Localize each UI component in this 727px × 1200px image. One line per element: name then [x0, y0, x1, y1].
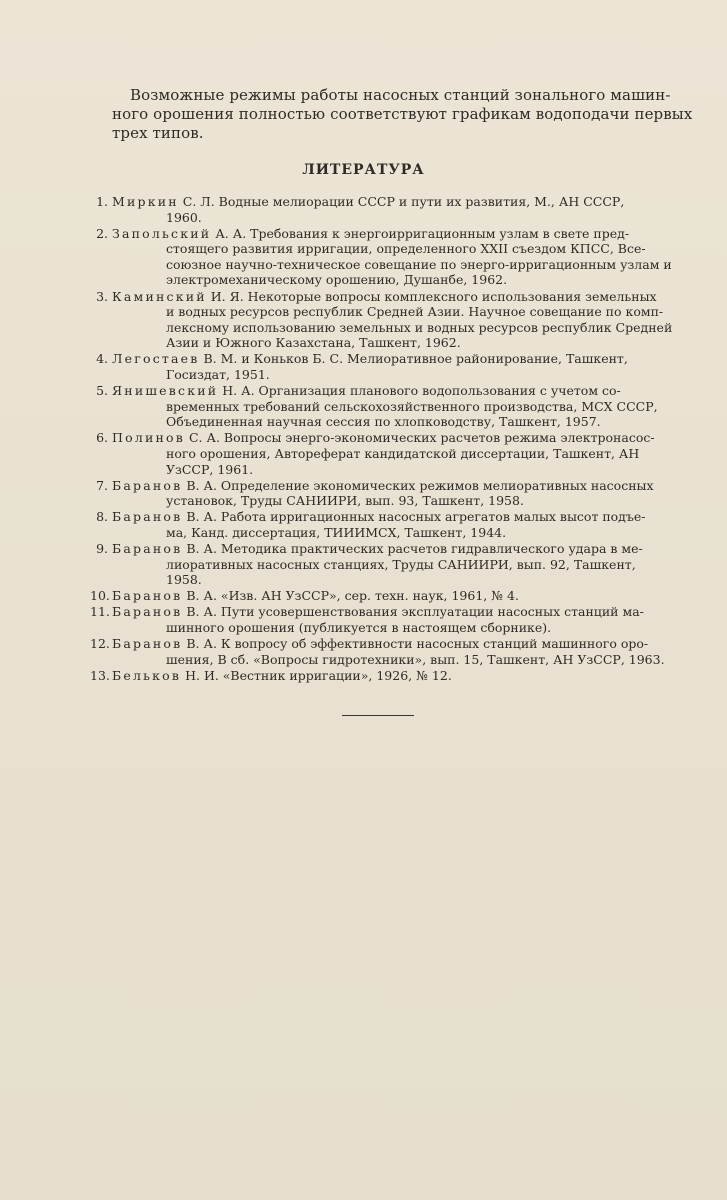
reference-text: С. Л. Водные мелиорации СССР и пути их развития, М., АН СССР,: [182, 194, 625, 209]
reference-item: [90, 588, 688, 604]
reference-item: [90, 604, 688, 635]
reference-text: Н. И. «Вестник ирригации», 1926, № 12.: [185, 667, 452, 683]
reference-line: [112, 509, 688, 525]
reference-text: В. А. Пути усовершенствования эксплуатации насосных станций ма-: [186, 604, 644, 620]
reference-line: [112, 478, 688, 494]
reference-text: В. А. Методика практических расчетов гидравлического удара в ме-: [186, 541, 643, 557]
reference-number: 2.: [96, 225, 108, 241]
reference-author: Миркин: [112, 194, 179, 209]
reference-line: [112, 636, 688, 652]
reference-item: [90, 351, 688, 382]
reference-item: [90, 430, 688, 477]
reference-text: И. Я. Некоторые вопросы комплексного использования земельных: [210, 288, 657, 304]
reference-number: 5.: [96, 383, 108, 399]
reference-author: Легостаев: [112, 351, 200, 367]
reference-line: [112, 226, 688, 242]
reference-line: [112, 430, 688, 446]
reference-line: лиоративных насосных станциях, Труды САНИИРИ, вып. 92, Ташкент,: [166, 556, 636, 572]
reference-item: [90, 509, 688, 540]
reference-line: союзное научно-техническое совещание по энерго-ирригационным узлам и: [166, 256, 672, 272]
reference-line: временных требований сельскохозяйственного производства, МСХ СССР,: [166, 398, 658, 414]
reference-number: 3.: [96, 288, 108, 304]
reference-line: шения, В сб. «Вопросы гидротехники», вып. 15, Ташкент, АН УзССР, 1963.: [166, 651, 665, 667]
reference-author: Баранов: [112, 509, 183, 525]
reference-text: В. А. Работа ирригационных насосных агрегатов малых высот подъе-: [186, 509, 646, 525]
reference-text: В. А. К вопросу об эффективности насосных станций машинного оро-: [186, 636, 649, 652]
reference-item: [90, 636, 688, 667]
reference-line: Госиздат, 1951.: [166, 367, 270, 383]
reference-author: Полинов: [112, 430, 185, 446]
reference-number: 9.: [96, 541, 108, 557]
intro-line: Возможные режимы работы насосных станций зонального машин-: [130, 86, 671, 104]
reference-text: В. М. и Коньков Б. С. Мелиоративное районирование, Ташкент,: [203, 351, 628, 367]
reference-line: [112, 383, 688, 399]
reference-line: 1960.: [166, 209, 202, 225]
reference-number: 10.: [90, 588, 110, 604]
reference-number: 7.: [96, 477, 108, 493]
reference-item: [90, 383, 688, 430]
reference-item: [90, 668, 688, 684]
reference-number: 8.: [96, 509, 108, 525]
reference-line: [112, 289, 688, 305]
section-heading: ЛИТЕРАТУРА: [302, 162, 425, 178]
reference-line: лексному использованию земельных и водных ресурсов республик Средней: [166, 319, 673, 335]
reference-item: [90, 194, 688, 225]
reference-author: Баранов: [112, 477, 183, 493]
reference-line: шинного орошения (публикуется в настоящем сборнике).: [166, 620, 552, 636]
reference-line: [112, 588, 688, 604]
reference-author: Баранов: [112, 541, 183, 557]
reference-line: стоящего развития ирригации, определенного XXII съездом КПСС, Все-: [166, 241, 646, 257]
reference-line: [112, 604, 688, 620]
reference-author: Янишевский: [112, 383, 219, 399]
reference-item: [90, 226, 688, 288]
reference-line: и водных ресурсов республик Средней Азии. Научное совещание по комп-: [166, 304, 664, 320]
reference-line: [112, 668, 688, 684]
reference-author: Запольский: [112, 225, 212, 241]
reference-line: [112, 351, 688, 367]
reference-line: [112, 194, 688, 210]
reference-line: электромеханическому орошению, Душанбе, 1962.: [166, 272, 508, 288]
reference-text: В. А. «Изв. АН УзССР», сер. техн. наук, 1961, № 4.: [186, 588, 519, 604]
reference-number: 12.: [90, 636, 110, 652]
reference-number: 11.: [90, 604, 110, 620]
reference-number: 6.: [96, 430, 108, 446]
reference-item: [90, 289, 688, 351]
reference-list: [90, 194, 688, 684]
reference-line: 1958.: [166, 572, 202, 588]
reference-number: 13.: [90, 667, 110, 683]
reference-line: ма, Канд. диссертация, ТИИИМСХ, Ташкент, 1944.: [166, 524, 507, 540]
reference-line: УзССР, 1961.: [166, 461, 254, 477]
reference-line: [112, 541, 688, 557]
reference-author: Каминский: [112, 288, 207, 304]
intro-line: трех типов.: [112, 124, 204, 142]
reference-line: установок, Труды САНИИРИ, вып. 93, Ташкент, 1958.: [166, 493, 524, 509]
reference-line: Объединенная научная сессия по хлопководству, Ташкент, 1957.: [166, 414, 601, 430]
closing-rule: [342, 715, 414, 716]
reference-author: Баранов: [112, 604, 183, 620]
intro-line: ного орошения полностью соответствуют графикам водоподачи первых: [112, 105, 693, 123]
intro-paragraph: [112, 86, 693, 143]
reference-line: Азии и Южного Казахстана, Ташкент, 1962.: [166, 335, 461, 351]
reference-number: 1.: [96, 194, 108, 209]
reference-line: ного орошения, Автореферат кандидатской диссертации, Ташкент, АН: [166, 446, 640, 461]
reference-text: Н. А. Организация планового водопользования с учетом со-: [222, 383, 621, 399]
reference-text: С. А. Вопросы энерго-экономических расчетов режима электронасос-: [188, 430, 655, 446]
reference-item: [90, 541, 688, 588]
reference-number: 4.: [96, 351, 108, 367]
reference-text: А. А. Требования к энергоирригационным узлам в свете пред-: [215, 225, 630, 241]
reference-author: Бельков: [112, 667, 182, 683]
reference-text: В. А. Определение экономических режимов мелиоративных насосных: [186, 477, 654, 493]
reference-item: [90, 478, 688, 509]
reference-author: Баранов: [112, 588, 183, 604]
reference-author: Баранов: [112, 636, 183, 652]
